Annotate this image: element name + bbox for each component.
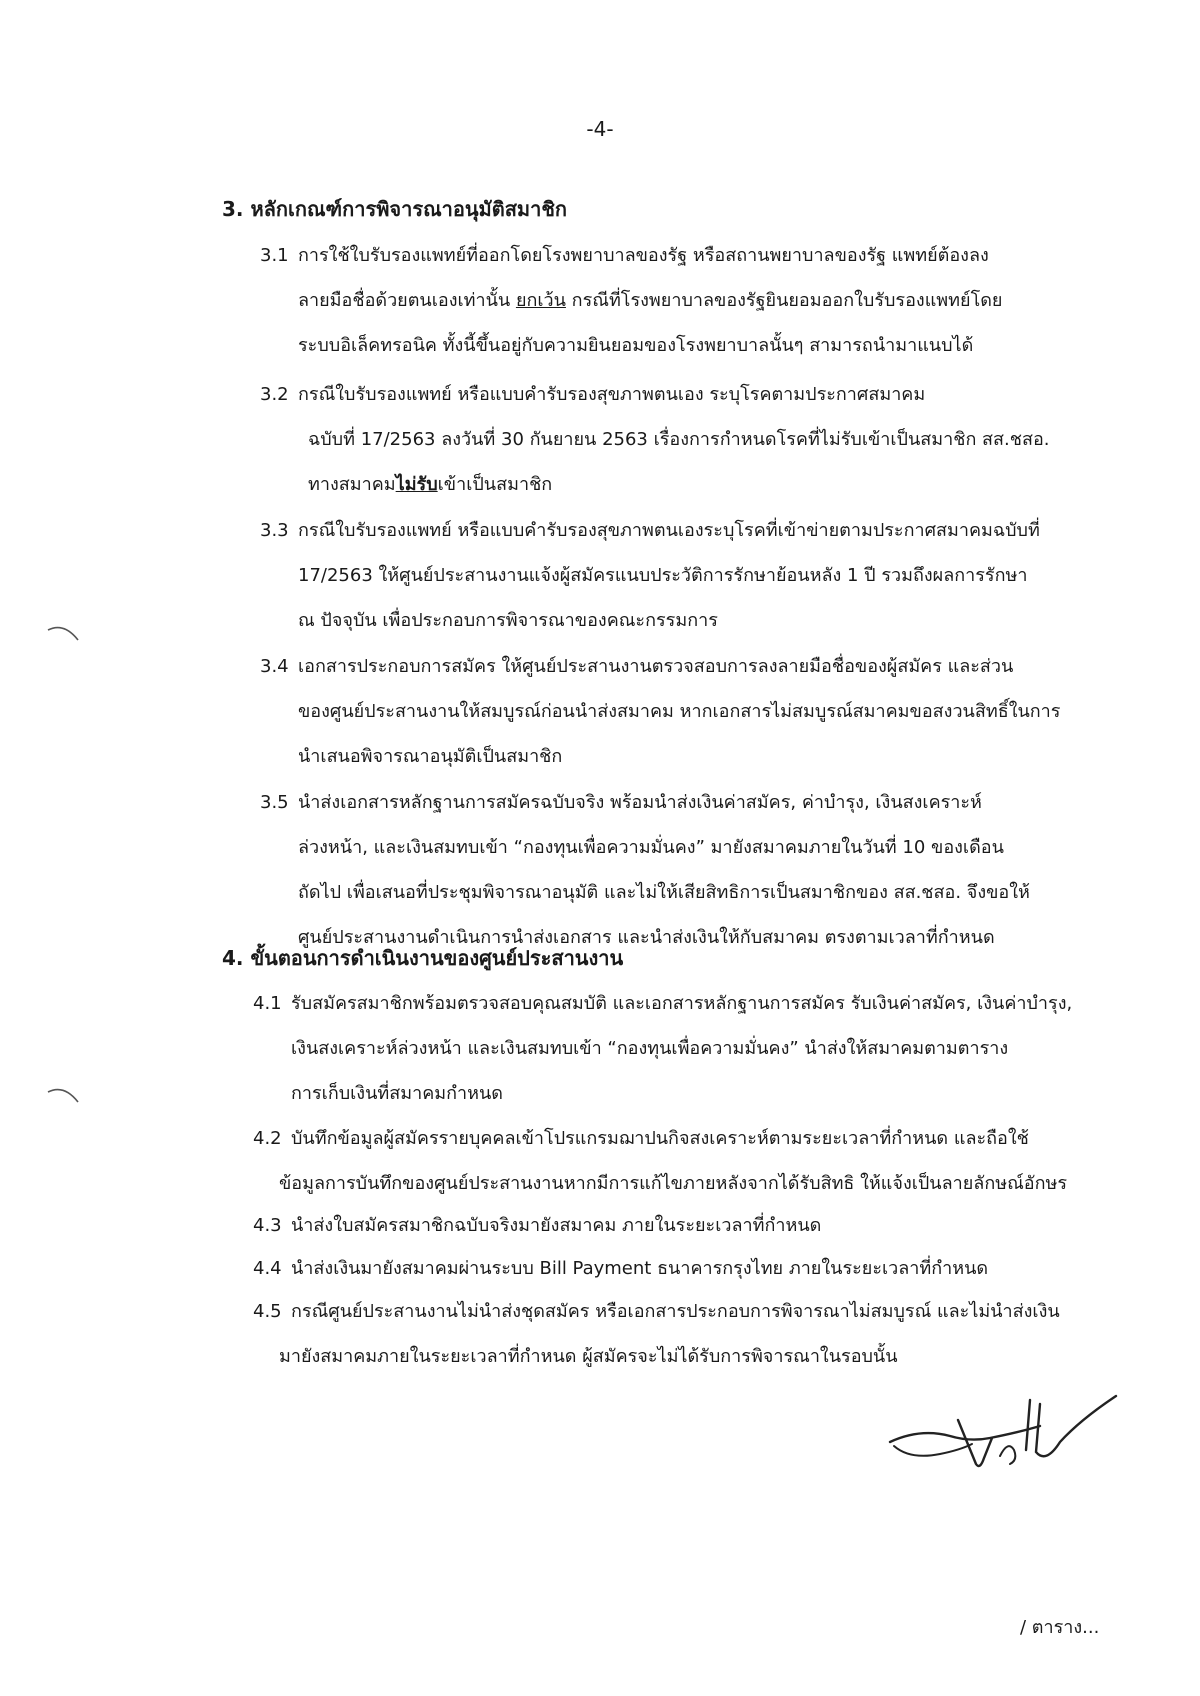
item-number: 4.1 — [253, 993, 282, 1014]
section-4-heading: 4. ขั้นตอนการดำเนินงานของศูนย์ประสานงาน — [222, 946, 624, 970]
signature — [880, 1380, 1130, 1490]
item-3-1-line-1: 3.1 การใช้ใบรับรองแพทย์ที่ออกโดยโรงพยาบาลของรัฐ หรือสถานพยาบาลของรัฐ แพทย์ต้องลง — [260, 233, 1002, 278]
item-number: 3.5 — [260, 792, 289, 813]
item-3-2-line-3: ทางสมาคมไม่รับเข้าเป็นสมาชิก — [308, 474, 553, 495]
item-3-5 — [260, 780, 1030, 960]
item-number: 4.5 — [253, 1301, 282, 1322]
item-3-1-line-2: ลายมือชื่อด้วยตนเองเท่านั้น ยกเว้น กรณีที่โรงพยาบาลของรัฐยินยอมออกใบรับรองแพทย์โดย — [298, 290, 1003, 311]
item-4-5-line-2: มายังสมาคมภายในระยะเวลาที่กำหนด ผู้สมัครจะไม่ได้รับการพิจารณาในรอบนั้น — [279, 1346, 898, 1367]
item-number: 3.3 — [260, 520, 289, 541]
item-3-4-line-1: 3.4 เอกสารประกอบการสมัคร ให้ศูนย์ประสานงานตรวจสอบการลงลายมือชื่อของผู้สมัคร และส่วน — [260, 644, 1060, 689]
item-3-1-line-3: ระบบอิเล็คทรอนิค ทั้งนี้ขึ้นอยู่กับความยินยอมของโรงพยาบาลนั้นๆ สามารถนำมาแนบได้ — [298, 335, 974, 356]
item-number: 3.1 — [260, 245, 289, 266]
item-number: 4.3 — [253, 1215, 282, 1236]
scan-mark-left-2 — [44, 1080, 84, 1110]
continuation-note: / ตาราง... — [1020, 1617, 1100, 1638]
item-3-3-line-1: 3.3 กรณีใบรับรองแพทย์ หรือแบบคำรับรองสุขภาพตนเองระบุโรคที่เข้าข่ายตามประกาศสมาคมฉบับที่ — [260, 508, 1040, 553]
item-4-2-line-1: 4.2 บันทึกข้อมูลผู้สมัครรายบุคคลเข้าโปรแกรมฌาปนกิจสงเคราะห์ตามระยะเวลาที่กำหนด และถือใช้ — [253, 1116, 1067, 1161]
item-3-3-line-2: 17/2563 ให้ศูนย์ประสานงานแจ้งผู้สมัครแนบประวัติการรักษาย้อนหลัง 1 ปี รวมถึงผลการรักษา — [298, 565, 1028, 586]
item-3-3-line-3: ณ ปัจจุบัน เพื่อประกอบการพิจารณาของคณะกรรมการ — [298, 610, 718, 631]
item-4-1-line-1: 4.1 รับสมัครสมาชิกพร้อมตรวจสอบคุณสมบัติ และเอกสารหลักฐานการสมัคร รับเงินค่าสมัคร, เงินค่าบำรุง, — [253, 981, 1072, 1026]
item-3-5-line-2: ล่วงหน้า, และเงินสมทบเข้า “กองทุนเพื่อความมั่นคง” มายังสมาคมภายในวันที่ 10 ของเดือน — [298, 837, 1004, 858]
item-number: 4.4 — [253, 1258, 282, 1279]
item-4-3-line-1: 4.3 นำส่งใบสมัครสมาชิกฉบับจริงมายังสมาคม ภายในระยะเวลาที่กำหนด — [253, 1203, 821, 1248]
item-number: 3.2 — [260, 384, 289, 405]
emphasis-except: ยกเว้น — [515, 290, 566, 311]
item-4-3 — [253, 1203, 821, 1248]
item-4-1-line-2: เงินสงเคราะห์ล่วงหน้า และเงินสมทบเข้า “กองทุนเพื่อความมั่นคง” นำส่งให้สมาคมตามตาราง — [291, 1038, 1009, 1059]
item-number: 3.4 — [260, 656, 289, 677]
item-4-1 — [253, 981, 1072, 1116]
item-3-2-line-1: 3.2 กรณีใบรับรองแพทย์ หรือแบบคำรับรองสุขภาพตนเอง ระบุโรคตามประกาศสมาคม — [260, 372, 1050, 417]
item-4-2-line-2: ข้อมูลการบันทึกของศูนย์ประสานงานหากมีการแก้ไขภายหลังจากได้รับสิทธิ ให้แจ้งเป็นลายลักษณ์อักษร — [279, 1173, 1068, 1194]
item-4-5 — [253, 1289, 1060, 1379]
item-3-4 — [260, 644, 1060, 779]
item-3-5-line-1: 3.5 นำส่งเอกสารหลักฐานการสมัครฉบับจริง พร้อมนำส่งเงินค่าสมัคร, ค่าบำรุง, เงินสงเคราะห์ — [260, 780, 1030, 825]
item-4-5-line-1: 4.5 กรณีศูนย์ประสานงานไม่นำส่งชุดสมัคร หรือเอกสารประกอบการพิจารณาไม่สมบูรณ์ และไม่นำส่งเงิน — [253, 1289, 1060, 1334]
item-3-1 — [260, 233, 1002, 368]
item-3-3 — [260, 508, 1040, 643]
section-3-heading: 3. หลักเกณฑ์การพิจารณาอนุมัติสมาชิก — [222, 197, 568, 221]
item-4-2 — [253, 1116, 1067, 1206]
scan-mark-left-1 — [44, 618, 84, 648]
item-3-4-line-3: นำเสนอพิจารณาอนุมัติเป็นสมาชิก — [298, 746, 563, 767]
item-3-2-line-2: ฉบับที่ 17/2563 ลงวันที่ 30 กันยายน 2563 เรื่องการกำหนดโรคที่ไม่รับเข้าเป็นสมาชิก สส.ชสอ. — [308, 429, 1050, 450]
item-3-4-line-2: ของศูนย์ประสานงานให้สมบูรณ์ก่อนนำส่งสมาคม หากเอกสารไม่สมบูรณ์สมาคมขอสงวนสิทธิ์ในการ — [298, 701, 1061, 722]
page-number: -4- — [586, 117, 614, 141]
emphasis-not-accepted: ไม่รับ — [395, 474, 438, 495]
item-3-5-line-3: ถัดไป เพื่อเสนอที่ประชุมพิจารณาอนุมัติ และไม่ให้เสียสิทธิการเป็นสมาชิกของ สส.ชสอ. จึงขอให้ — [298, 882, 1030, 903]
item-3-5-line-4: ศูนย์ประสานงานดำเนินการนำส่งเอกสาร และนำส่งเงินให้กับสมาคม ตรงตามเวลาที่กำหนด — [298, 927, 995, 948]
item-number: 4.2 — [253, 1128, 282, 1149]
item-4-4-line-1: 4.4 นำส่งเงินมายังสมาคมผ่านระบบ Bill Payment ธนาคารกรุงไทย ภายในระยะเวลาที่กำหนด — [253, 1246, 988, 1291]
item-4-1-line-3: การเก็บเงินที่สมาคมกำหนด — [291, 1083, 503, 1104]
item-3-2 — [260, 372, 1050, 507]
item-4-4 — [253, 1246, 988, 1291]
